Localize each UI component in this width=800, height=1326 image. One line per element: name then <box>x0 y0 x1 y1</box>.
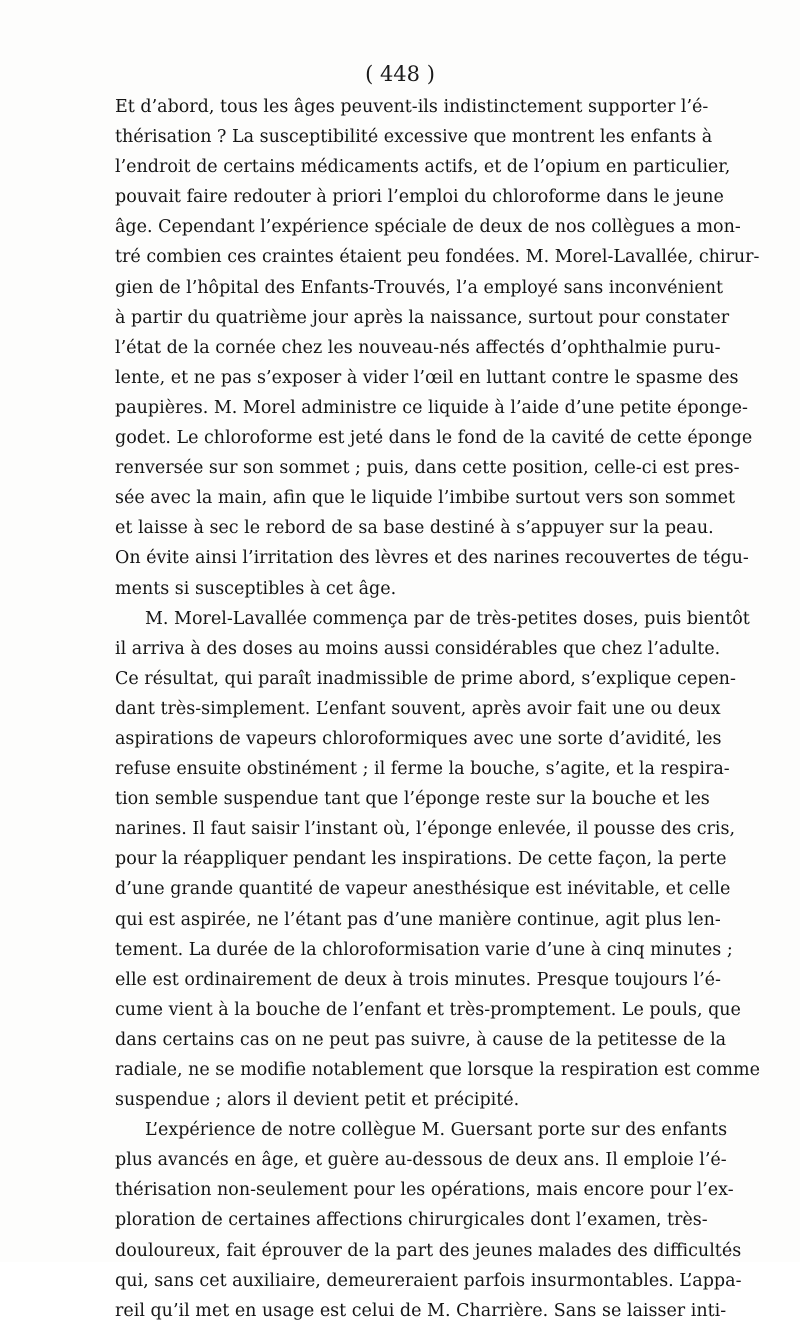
text-line: thérisation non-seulement pour les opérations, mais encore pour l’ex- <box>115 1180 734 1201</box>
text-line: d’une grande quantité de vapeur anesthésique est inévitable, et celle <box>115 879 731 900</box>
text-line: ploration de certaines affections chirurgicales dont l’examen, très- <box>115 1210 708 1231</box>
text-line: plus avancés en âge, et guère au-dessous de deux ans. Il emploie l’é- <box>115 1150 727 1171</box>
text-line: radiale, ne se modifie notablement que lorsque la respiration est comme <box>115 1060 760 1080</box>
text-line: qui, sans cet auxiliaire, demeureraient parfois insurmontables. L’appa- <box>115 1270 742 1291</box>
text-line: thérisation ? La susceptibilité excessive que montrent les enfants à <box>115 127 713 148</box>
text-line: Et d’abord, tous les âges peuvent-ils indistinctement supporter l’é- <box>115 97 709 117</box>
text-line: renversée sur son sommet ; puis, dans cette position, celle-ci est pres- <box>115 458 740 479</box>
text-line: il arriva à des doses au moins aussi considérables que chez l’adulte. <box>115 638 721 659</box>
text-line: l’état de la cornée chez les nouveau-nés affectés d’ophthalmie puru- <box>115 337 721 358</box>
text-line: L’expérience de notre collègue M. Guersant porte sur des enfants <box>145 1120 728 1141</box>
text-line: narines. Il faut saisir l’instant où, l’éponge enlevée, il pousse des cris, <box>115 819 736 840</box>
text-line: lente, et ne pas s’exposer à vider l’œil en luttant contre le spasme des <box>115 367 739 388</box>
text-line: elle est ordinairement de deux à trois minutes. Presque toujours l’é- <box>115 969 721 990</box>
body-text <box>115 92 760 1326</box>
text-line: âge. Cependant l’expérience spéciale de deux de nos collègues a mon- <box>115 217 741 238</box>
text-line: gien de l’hôpital des Enfants-Trouvés, l’a employé sans inconvénient <box>115 277 724 298</box>
page-number: ( 448 ) <box>365 62 435 86</box>
text-line: l’endroit de certains médicaments actifs, et de l’opium en particulier, <box>115 157 731 178</box>
text-line: tré combien ces craintes étaient peu fondées. M. Morel-Lavallée, chirur- <box>115 247 760 268</box>
paragraph <box>115 1115 742 1326</box>
text-line: pouvait faire redouter à priori l’emploi du chloroforme dans le jeune <box>115 187 724 208</box>
text-line: pour la réappliquer pendant les inspirations. De cette façon, la perte <box>115 849 727 870</box>
text-line: suspendue ; alors il devient petit et précipité. <box>115 1090 520 1111</box>
text-line: et laisse à sec le rebord de sa base destiné à s’appuyer sur la peau. <box>115 518 714 539</box>
paragraph <box>115 604 760 1116</box>
text-line: M. Morel-Lavallée commença par de très-petites doses, puis bientôt <box>145 608 750 629</box>
text-line: cume vient à la bouche de l’enfant et très-promptement. Le pouls, que <box>115 999 741 1020</box>
text-line: à partir du quatrième jour après la naissance, surtout pour constater <box>115 307 730 328</box>
text-line: dans certains cas on ne peut pas suivre, à cause de la petitesse de la <box>115 1029 727 1050</box>
text-line: On évite ainsi l’irritation des lèvres et des narines recouvertes de tégu- <box>115 548 749 569</box>
text-line: reil qu’il met en usage est celui de M. Charrière. Sans se laisser inti- <box>115 1300 727 1321</box>
text-line: qui est aspirée, ne l’étant pas d’une manière continue, agit plus len- <box>115 909 721 930</box>
text-line: douloureux, fait éprouver de la part des jeunes malades des difficultés <box>115 1240 742 1261</box>
text-line: sée avec la main, afin que le liquide l’imbibe surtout vers son sommet <box>115 488 736 509</box>
text-line: aspirations de vapeurs chloroformiques avec une sorte d’avidité, les <box>115 728 722 749</box>
text-line: tion semble suspendue tant que l’éponge reste sur la bouche et les <box>115 789 710 810</box>
text-line: godet. Le chloroforme est jeté dans le fond de la cavité de cette éponge <box>115 428 753 449</box>
text-line: dant très-simplement. L’enfant souvent, après avoir fait une ou deux <box>115 698 721 719</box>
text-line: tement. La durée de la chloroformisation varie d’une à cinq minutes ; <box>115 939 733 960</box>
text-line: Ce résultat, qui paraît inadmissible de prime abord, s’explique cepen- <box>115 668 736 689</box>
paragraph <box>115 92 760 604</box>
text-line: paupières. M. Morel administre ce liquide à l’aide d’une petite éponge- <box>115 397 748 418</box>
text-line: ments si susceptibles à cet âge. <box>115 578 397 599</box>
text-line: refuse ensuite obstinément ; il ferme la bouche, s’agite, et la respira- <box>115 759 730 780</box>
